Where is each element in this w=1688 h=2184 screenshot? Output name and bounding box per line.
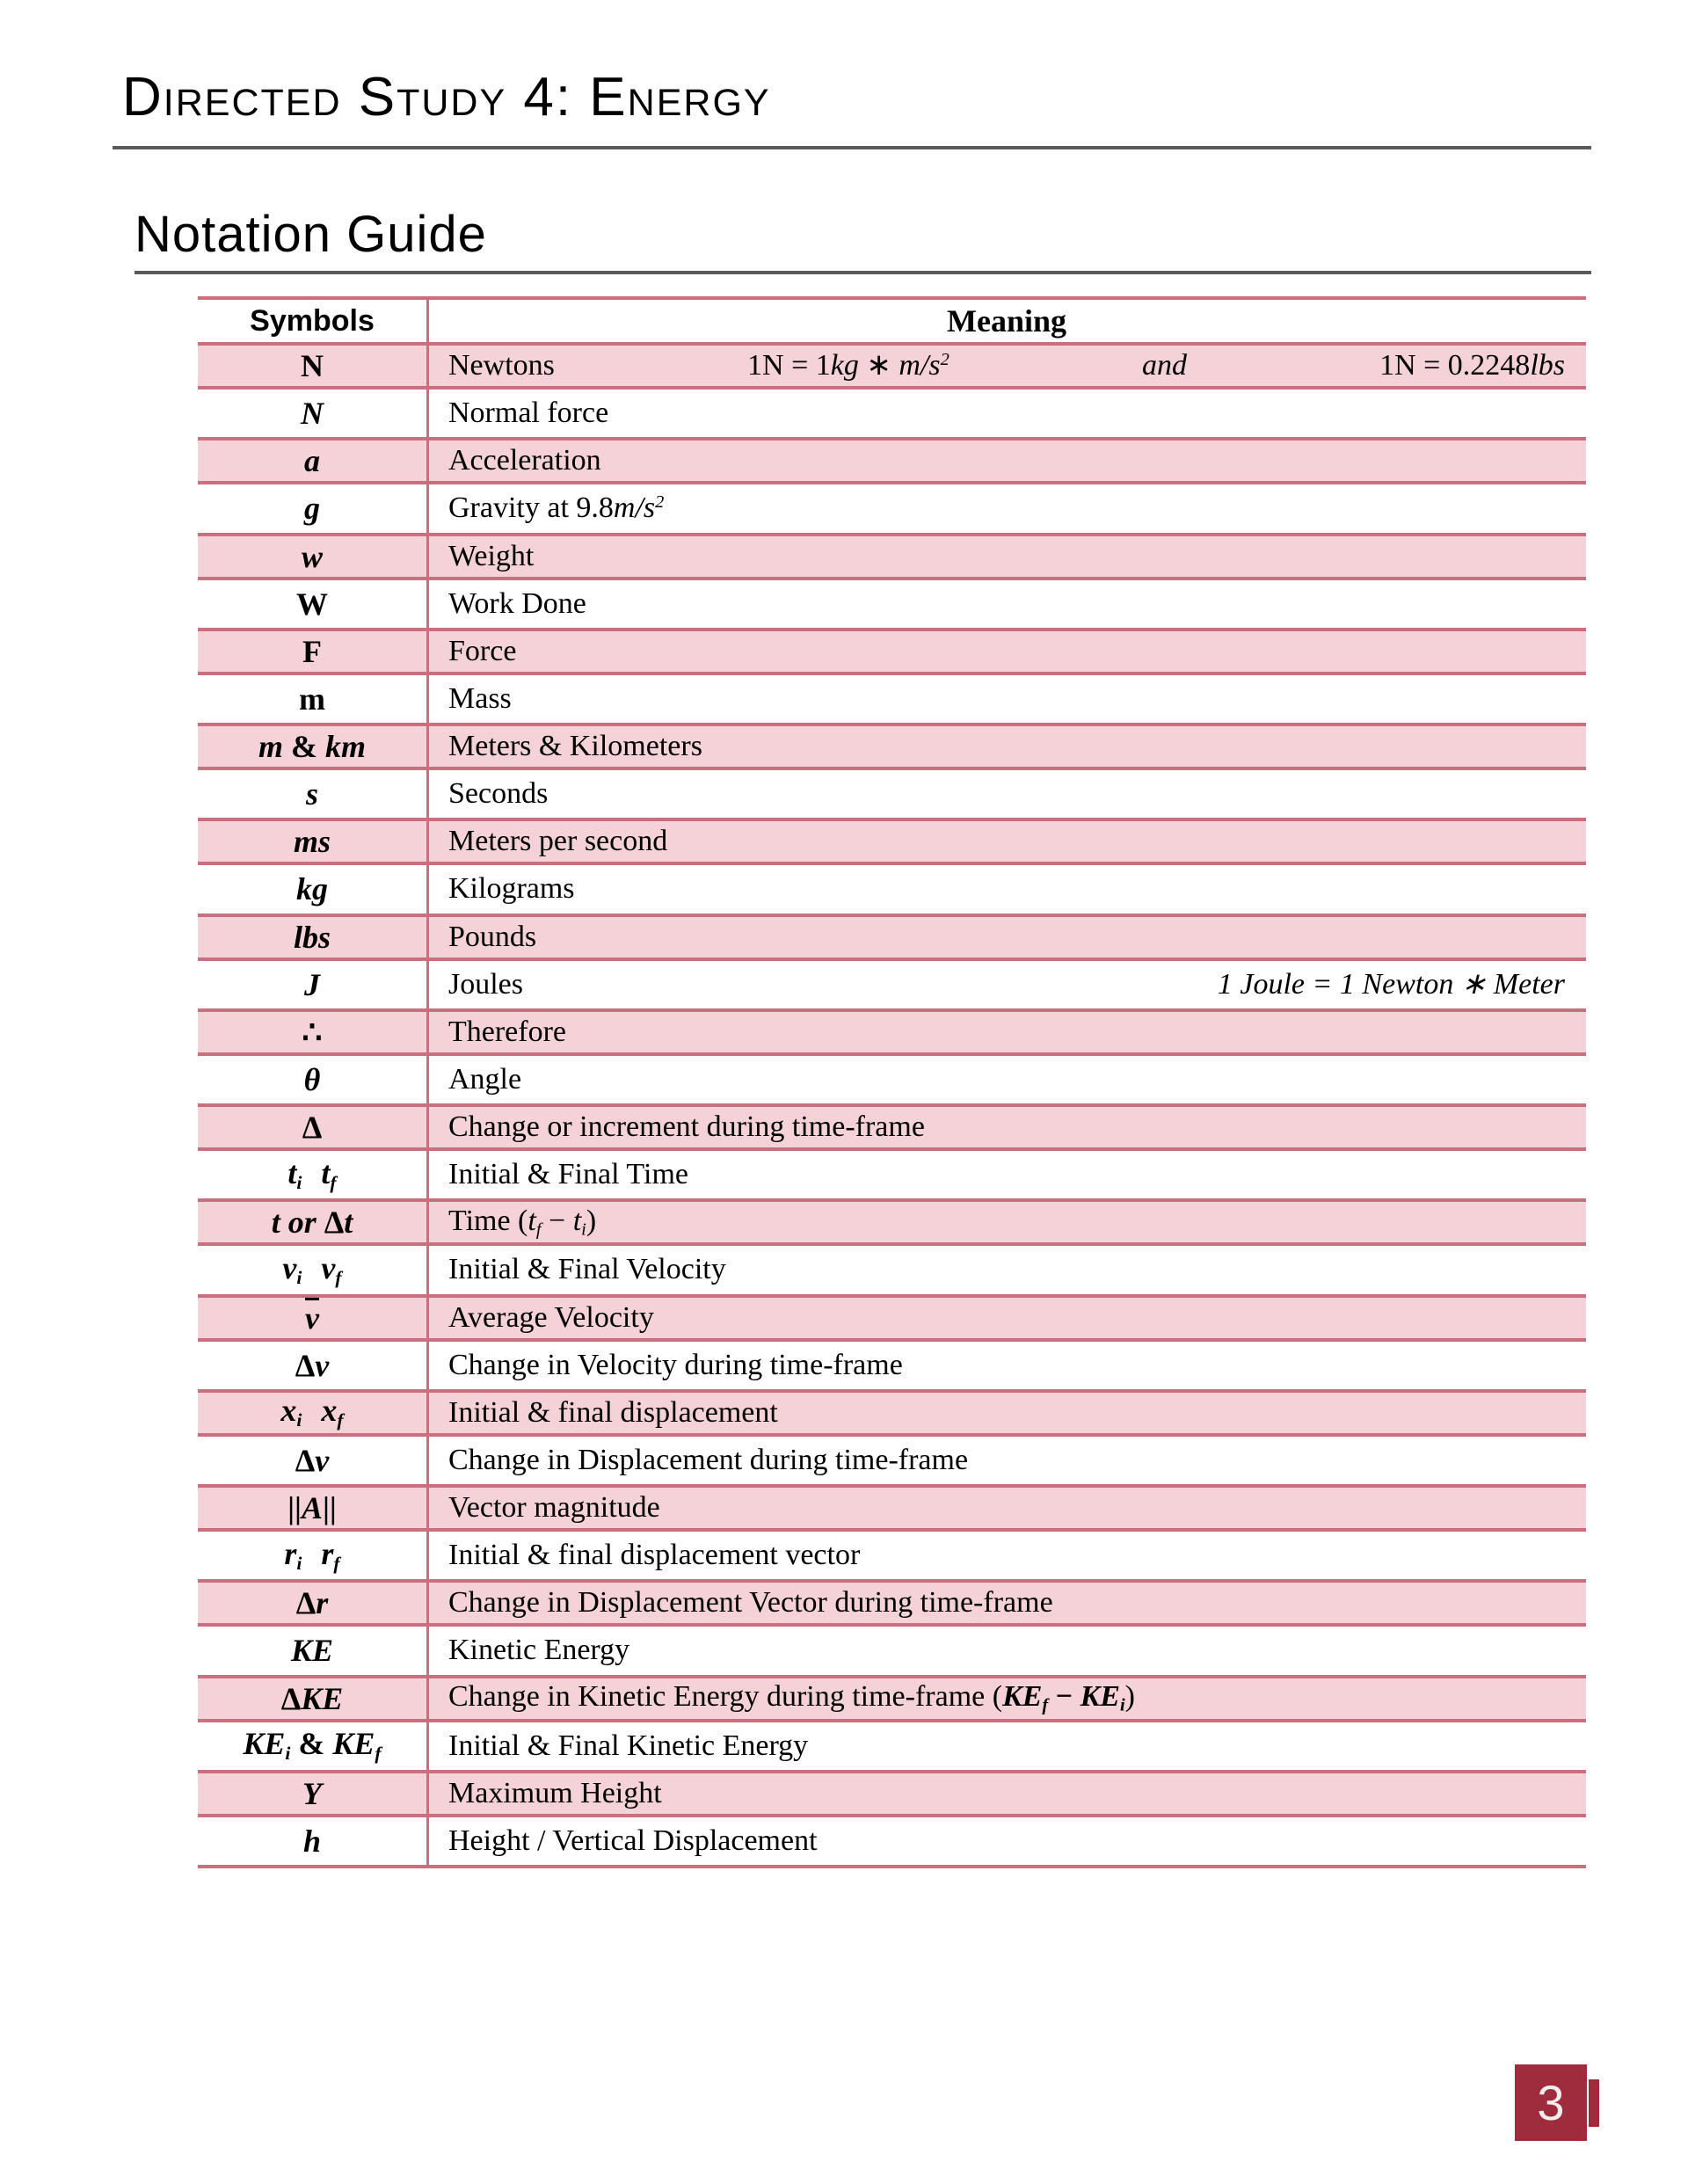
symbol-cell bbox=[198, 1202, 429, 1242]
text-segment: r bbox=[284, 1535, 297, 1571]
meaning-cell bbox=[429, 1583, 1586, 1623]
symbol-cell bbox=[198, 675, 429, 723]
meaning-cell bbox=[429, 770, 1586, 818]
text-segment: Meters per second bbox=[448, 825, 668, 858]
text-segment: ∗ bbox=[858, 349, 899, 382]
text-segment: Δ bbox=[295, 1585, 316, 1621]
meaning-text bbox=[448, 1062, 522, 1096]
text-segment: Δ bbox=[302, 1110, 323, 1146]
text-segment: KE bbox=[243, 1726, 286, 1762]
symbol-text bbox=[296, 1587, 329, 1619]
text-segment: Force bbox=[448, 634, 517, 667]
text-segment: Kilograms bbox=[448, 872, 575, 906]
page-title: Directed Study 4: Energy bbox=[122, 67, 771, 127]
meaning-text bbox=[448, 1395, 778, 1429]
table-row bbox=[198, 1342, 1586, 1389]
text-segment: i bbox=[285, 1743, 291, 1765]
meaning-text bbox=[448, 681, 512, 715]
meaning-cell bbox=[429, 821, 1586, 862]
symbol-text bbox=[302, 633, 322, 669]
table-row bbox=[198, 484, 1586, 532]
text-segment: Normal force bbox=[448, 397, 609, 430]
meaning-cell bbox=[429, 865, 1586, 913]
text-segment: KE bbox=[290, 1633, 334, 1669]
symbol-cell bbox=[198, 726, 429, 767]
table-row bbox=[198, 1770, 1586, 1817]
meaning-cell bbox=[429, 1202, 1586, 1242]
text-segment: 1N = 1 bbox=[747, 349, 831, 382]
symbol-text bbox=[293, 824, 331, 860]
text-segment: km bbox=[325, 729, 367, 765]
symbol-cell bbox=[198, 770, 429, 818]
meaning-text bbox=[1142, 351, 1187, 381]
meaning-text bbox=[448, 1493, 660, 1523]
text-segment: KE bbox=[1080, 1680, 1120, 1713]
text-segment: i bbox=[296, 1409, 302, 1431]
meaning-cell bbox=[429, 1627, 1586, 1674]
table-row bbox=[198, 1056, 1586, 1103]
text-segment: x bbox=[321, 1393, 338, 1429]
meaning-text bbox=[747, 351, 950, 381]
symbol-cell bbox=[198, 1488, 429, 1528]
symbol-cell bbox=[198, 1437, 429, 1484]
text-segment: ∴ bbox=[302, 1014, 323, 1050]
meaning-text bbox=[448, 1445, 968, 1475]
symbol-text bbox=[302, 1775, 322, 1811]
text-segment: Initial & final displacement bbox=[448, 1395, 778, 1429]
meaning-cell bbox=[429, 1056, 1586, 1103]
text-segment: f bbox=[330, 1171, 337, 1193]
text-segment: t bbox=[344, 1205, 353, 1241]
meaning-text bbox=[448, 446, 601, 476]
symbol-cell bbox=[198, 1107, 429, 1147]
text-segment: 2 bbox=[940, 349, 950, 369]
text-segment: kg bbox=[830, 349, 859, 382]
symbol-text bbox=[304, 966, 320, 1002]
text-segment: ) bbox=[1124, 1680, 1135, 1713]
page-number-badge bbox=[1515, 2064, 1587, 2141]
symbol-cell bbox=[198, 346, 429, 386]
meaning-cell bbox=[429, 1012, 1586, 1052]
text-segment: Maximum Height bbox=[448, 1776, 662, 1809]
text-segment: g bbox=[304, 491, 320, 527]
text-segment: Y bbox=[302, 1775, 322, 1811]
table-row bbox=[198, 1198, 1586, 1246]
text-segment: − bbox=[1048, 1680, 1080, 1713]
meaning-cell bbox=[429, 1488, 1586, 1528]
meaning-cell bbox=[429, 961, 1586, 1008]
text-segment: Joules bbox=[448, 967, 523, 1001]
text-segment: f bbox=[333, 1552, 340, 1574]
text-segment: Pounds bbox=[448, 920, 537, 953]
meaning-text bbox=[448, 586, 586, 620]
text-segment: Change in Kinetic Energy during time-frame ( bbox=[448, 1680, 1003, 1713]
text-segment: N bbox=[301, 348, 324, 384]
symbol-cell bbox=[198, 1012, 429, 1052]
text-segment: t bbox=[572, 1204, 582, 1237]
symbol-cell bbox=[198, 1773, 429, 1814]
table-row bbox=[198, 1389, 1586, 1437]
symbol-text bbox=[284, 1535, 340, 1574]
text-segment: lbs bbox=[293, 919, 331, 955]
text-segment: w bbox=[301, 538, 323, 574]
text-segment: ms bbox=[293, 824, 331, 860]
symbol-text bbox=[306, 778, 318, 810]
meaning-cell bbox=[429, 580, 1586, 628]
meaning-cell bbox=[429, 389, 1586, 437]
text-segment: Height / Vertical Displacement bbox=[448, 1824, 818, 1857]
meaning-text bbox=[448, 493, 664, 523]
symbol-cell bbox=[198, 1678, 429, 1719]
table-row bbox=[198, 389, 1586, 437]
text-segment: A bbox=[301, 1490, 323, 1526]
table-row bbox=[198, 1008, 1586, 1056]
text-segment: Weight bbox=[448, 539, 535, 572]
text-segment: m/s bbox=[613, 491, 656, 525]
meaning-text bbox=[448, 1350, 903, 1380]
text-segment: Δ bbox=[324, 1205, 345, 1241]
table-row bbox=[198, 770, 1586, 818]
table-row bbox=[198, 1484, 1586, 1532]
text-segment: f bbox=[337, 1409, 344, 1431]
symbol-text bbox=[305, 1299, 319, 1336]
meaning-column-header: Meaning bbox=[946, 303, 1066, 339]
meaning-text bbox=[1379, 351, 1565, 381]
text-segment: Δ bbox=[280, 1680, 302, 1716]
symbol-cell bbox=[198, 1627, 429, 1674]
table-row bbox=[198, 1627, 1586, 1674]
symbol-text bbox=[301, 538, 323, 574]
meaning-text bbox=[448, 1682, 1135, 1714]
symbol-text bbox=[280, 1680, 344, 1716]
text-segment: N bbox=[301, 396, 324, 432]
title-rule bbox=[113, 146, 1591, 149]
text-segment: − bbox=[541, 1204, 573, 1237]
text-segment: W bbox=[296, 586, 328, 622]
symbol-cell bbox=[198, 1298, 429, 1338]
text-segment: & bbox=[290, 1726, 333, 1762]
meaning-cell bbox=[429, 536, 1586, 577]
text-segment: h bbox=[302, 1823, 322, 1859]
text-segment: or bbox=[280, 1205, 324, 1241]
table-row bbox=[198, 1722, 1586, 1770]
symbol-cell bbox=[198, 1722, 429, 1770]
text-segment: Seconds bbox=[448, 777, 549, 811]
symbol-cell bbox=[198, 1532, 429, 1579]
symbol-cell bbox=[198, 1246, 429, 1293]
text-segment: Initial & Final Kinetic Energy bbox=[448, 1729, 809, 1762]
meaning-cell bbox=[429, 726, 1586, 767]
text-segment: Change in Velocity during time-frame bbox=[448, 1348, 903, 1381]
text-segment: Newtons bbox=[448, 349, 555, 382]
symbol-text bbox=[302, 1016, 323, 1048]
symbols-column-header: Symbols bbox=[198, 300, 429, 342]
table-row bbox=[198, 1151, 1586, 1198]
meaning-cell bbox=[429, 1722, 1586, 1770]
text-segment: i bbox=[581, 1219, 586, 1240]
table-row bbox=[198, 914, 1586, 961]
meaning-cell bbox=[429, 1817, 1586, 1865]
symbol-cell bbox=[198, 484, 429, 532]
meaning-cell bbox=[429, 675, 1586, 723]
text-segment: v bbox=[282, 1250, 297, 1286]
text-segment: v bbox=[315, 1347, 330, 1383]
symbol-text bbox=[304, 491, 320, 527]
text-segment: Δ bbox=[295, 1442, 316, 1478]
symbol-text bbox=[271, 1205, 353, 1241]
section-heading: Notation Guide bbox=[135, 206, 487, 263]
symbol-text bbox=[299, 683, 325, 715]
meaning-text bbox=[448, 1112, 925, 1142]
text-segment: J bbox=[304, 966, 320, 1002]
text-segment: Change in Displacement Vector during time-frame bbox=[448, 1586, 1053, 1620]
meaning-text bbox=[448, 1776, 662, 1809]
text-segment: a bbox=[304, 443, 320, 479]
text-segment: m bbox=[299, 681, 325, 717]
text-segment: t bbox=[321, 1154, 331, 1190]
meaning-text bbox=[448, 967, 523, 1001]
text-segment: i bbox=[296, 1552, 302, 1574]
page-edge-tab bbox=[1589, 2079, 1599, 2127]
meaning-cell bbox=[429, 346, 1586, 386]
meaning-text bbox=[448, 539, 535, 572]
text-segment: t bbox=[528, 1204, 536, 1237]
text-segment: || bbox=[323, 1490, 337, 1526]
text-segment: Acceleration bbox=[448, 444, 601, 477]
meaning-text bbox=[448, 779, 548, 809]
meaning-text bbox=[448, 1206, 596, 1239]
meaning-text bbox=[1217, 967, 1565, 1001]
text-segment: f bbox=[335, 1267, 342, 1289]
table-row bbox=[198, 1579, 1586, 1627]
symbol-cell bbox=[198, 917, 429, 957]
symbol-cell bbox=[198, 1056, 429, 1103]
table-row bbox=[198, 628, 1586, 675]
symbol-cell bbox=[198, 1817, 429, 1865]
text-segment: f bbox=[375, 1743, 382, 1765]
table-header-row bbox=[198, 300, 1586, 342]
text-segment: 2 bbox=[655, 492, 665, 513]
symbol-cell bbox=[198, 821, 429, 862]
text-segment: Work Done bbox=[448, 586, 586, 620]
meaning-text bbox=[448, 1826, 818, 1856]
text-segment: Δ bbox=[295, 1347, 316, 1383]
text-segment: and bbox=[1141, 349, 1187, 382]
symbol-text bbox=[295, 1442, 330, 1478]
symbol-cell bbox=[198, 1393, 429, 1433]
meaning-text bbox=[448, 1017, 566, 1047]
meaning-text bbox=[448, 922, 536, 952]
symbol-text bbox=[287, 1154, 337, 1193]
text-segment: 1 Joule = 1 Newton ∗ Meter bbox=[1217, 967, 1565, 1001]
meaning-cell bbox=[429, 1532, 1586, 1579]
text-segment: KE bbox=[1002, 1680, 1043, 1713]
symbol-text bbox=[296, 588, 328, 620]
text-segment: Angle bbox=[448, 1062, 522, 1096]
text-segment: Meters & Kilometers bbox=[448, 730, 702, 763]
text-segment: r bbox=[321, 1535, 334, 1571]
symbol-text bbox=[303, 1061, 321, 1097]
text-segment: θ bbox=[303, 1061, 321, 1097]
symbol-text bbox=[287, 1492, 337, 1524]
symbol-cell bbox=[198, 1583, 429, 1623]
meaning-cell bbox=[429, 631, 1586, 672]
text-segment: Initial & Final Time bbox=[448, 1158, 688, 1191]
text-segment: Gravity at 9.8 bbox=[448, 491, 614, 525]
section-rule bbox=[135, 271, 1591, 274]
meaning-text bbox=[448, 732, 702, 761]
text-segment: v bbox=[315, 1442, 330, 1478]
symbol-text bbox=[304, 445, 320, 477]
meaning-cell bbox=[429, 484, 1586, 532]
meaning-text bbox=[448, 1731, 808, 1761]
meaning-text bbox=[448, 1588, 1053, 1618]
symbol-text bbox=[301, 350, 324, 382]
symbol-cell bbox=[198, 631, 429, 672]
text-segment: t bbox=[287, 1154, 297, 1190]
meaning-cell bbox=[429, 1342, 1586, 1389]
symbol-cell bbox=[198, 1342, 429, 1389]
meaning-text bbox=[448, 398, 608, 428]
meaning-cell bbox=[429, 1393, 1586, 1433]
text-segment: Average Velocity bbox=[448, 1300, 654, 1334]
symbol-cell bbox=[198, 536, 429, 577]
meaning-cell bbox=[429, 917, 1586, 957]
text-segment: KE bbox=[301, 1680, 344, 1716]
text-segment: f bbox=[1042, 1695, 1049, 1715]
table-row bbox=[198, 1817, 1586, 1865]
meaning-cell bbox=[429, 1151, 1586, 1198]
meaning-text bbox=[448, 1160, 688, 1190]
text-segment: lbs bbox=[1530, 349, 1565, 382]
text-segment: Vector magnitude bbox=[448, 1491, 660, 1525]
text-segment: s bbox=[305, 776, 318, 812]
meaning-text bbox=[448, 1255, 726, 1285]
meaning-cell bbox=[429, 1107, 1586, 1147]
text-segment: kg bbox=[296, 871, 328, 907]
text-segment: m bbox=[258, 729, 283, 765]
text-segment: & bbox=[283, 729, 325, 765]
text-segment: i bbox=[296, 1267, 302, 1289]
symbol-text bbox=[282, 1252, 341, 1288]
table-row bbox=[198, 675, 1586, 723]
table-row bbox=[198, 580, 1586, 628]
symbol-cell bbox=[198, 580, 429, 628]
meaning-cell bbox=[429, 440, 1586, 481]
table-row bbox=[198, 1437, 1586, 1484]
text-segment: Change in Displacement during time-frame bbox=[448, 1443, 969, 1476]
text-segment: $\overline{v}$ bbox=[305, 1299, 319, 1336]
text-segment: Kinetic Energy bbox=[448, 1634, 630, 1667]
meaning-text bbox=[448, 634, 517, 667]
symbol-text bbox=[295, 1347, 330, 1383]
text-segment: i bbox=[1119, 1695, 1125, 1715]
symbol-text bbox=[301, 396, 324, 432]
meaning-cell bbox=[429, 1298, 1586, 1338]
text-segment: Initial & final displacement vector bbox=[448, 1539, 861, 1572]
table-row bbox=[198, 437, 1586, 484]
table-row bbox=[198, 1675, 1586, 1722]
table-row bbox=[198, 865, 1586, 913]
table-row bbox=[198, 1532, 1586, 1579]
symbol-text bbox=[258, 729, 367, 765]
text-segment: x bbox=[280, 1393, 297, 1429]
symbol-cell bbox=[198, 440, 429, 481]
text-segment: Change or increment during time-frame bbox=[448, 1110, 925, 1144]
symbol-cell bbox=[198, 865, 429, 913]
symbol-text bbox=[294, 921, 331, 953]
table-row bbox=[198, 818, 1586, 865]
text-segment: Time ( bbox=[448, 1204, 528, 1237]
table-row bbox=[198, 342, 1586, 389]
meaning-cell bbox=[429, 1773, 1586, 1814]
meaning-cell bbox=[429, 1437, 1586, 1484]
symbol-cell bbox=[198, 961, 429, 1008]
meaning-cell bbox=[429, 1678, 1586, 1719]
meaning-text bbox=[448, 826, 667, 856]
text-segment: 1N = 0.2248 bbox=[1379, 349, 1531, 382]
text-segment: F bbox=[302, 633, 322, 669]
text-segment: m/s bbox=[899, 349, 941, 382]
symbol-text bbox=[303, 1825, 321, 1857]
text-segment: Initial & Final Velocity bbox=[448, 1253, 726, 1286]
meaning-text bbox=[448, 351, 555, 381]
text-segment: KE bbox=[332, 1726, 375, 1762]
symbol-cell bbox=[198, 1151, 429, 1198]
table-row bbox=[198, 1246, 1586, 1293]
page-number: 3 bbox=[1537, 2075, 1565, 2130]
symbol-text bbox=[280, 1394, 343, 1431]
meaning-text bbox=[448, 1300, 654, 1334]
table-row bbox=[198, 1294, 1586, 1342]
table-row bbox=[198, 961, 1586, 1008]
meaning-text bbox=[448, 874, 575, 904]
text-segment: || bbox=[287, 1490, 302, 1526]
symbol-text bbox=[290, 1633, 334, 1669]
table-row bbox=[198, 723, 1586, 770]
symbol-cell bbox=[198, 389, 429, 437]
text-segment: f bbox=[535, 1219, 542, 1240]
text-segment: i bbox=[296, 1171, 302, 1193]
table-row bbox=[198, 1103, 1586, 1151]
table-row bbox=[198, 533, 1586, 580]
meaning-text bbox=[448, 1540, 860, 1570]
text-segment: v bbox=[321, 1250, 336, 1286]
symbol-text bbox=[296, 873, 328, 905]
symbol-text bbox=[302, 1110, 323, 1146]
text-segment: ) bbox=[586, 1204, 597, 1237]
text-segment: t bbox=[271, 1205, 280, 1241]
meaning-text bbox=[448, 1635, 629, 1665]
symbol-text bbox=[243, 1728, 381, 1764]
text-segment: r bbox=[316, 1585, 329, 1621]
notation-table bbox=[198, 296, 1586, 1868]
meaning-cell bbox=[429, 1246, 1586, 1293]
text-segment: Mass bbox=[448, 681, 512, 715]
text-segment: Therefore bbox=[448, 1015, 567, 1048]
